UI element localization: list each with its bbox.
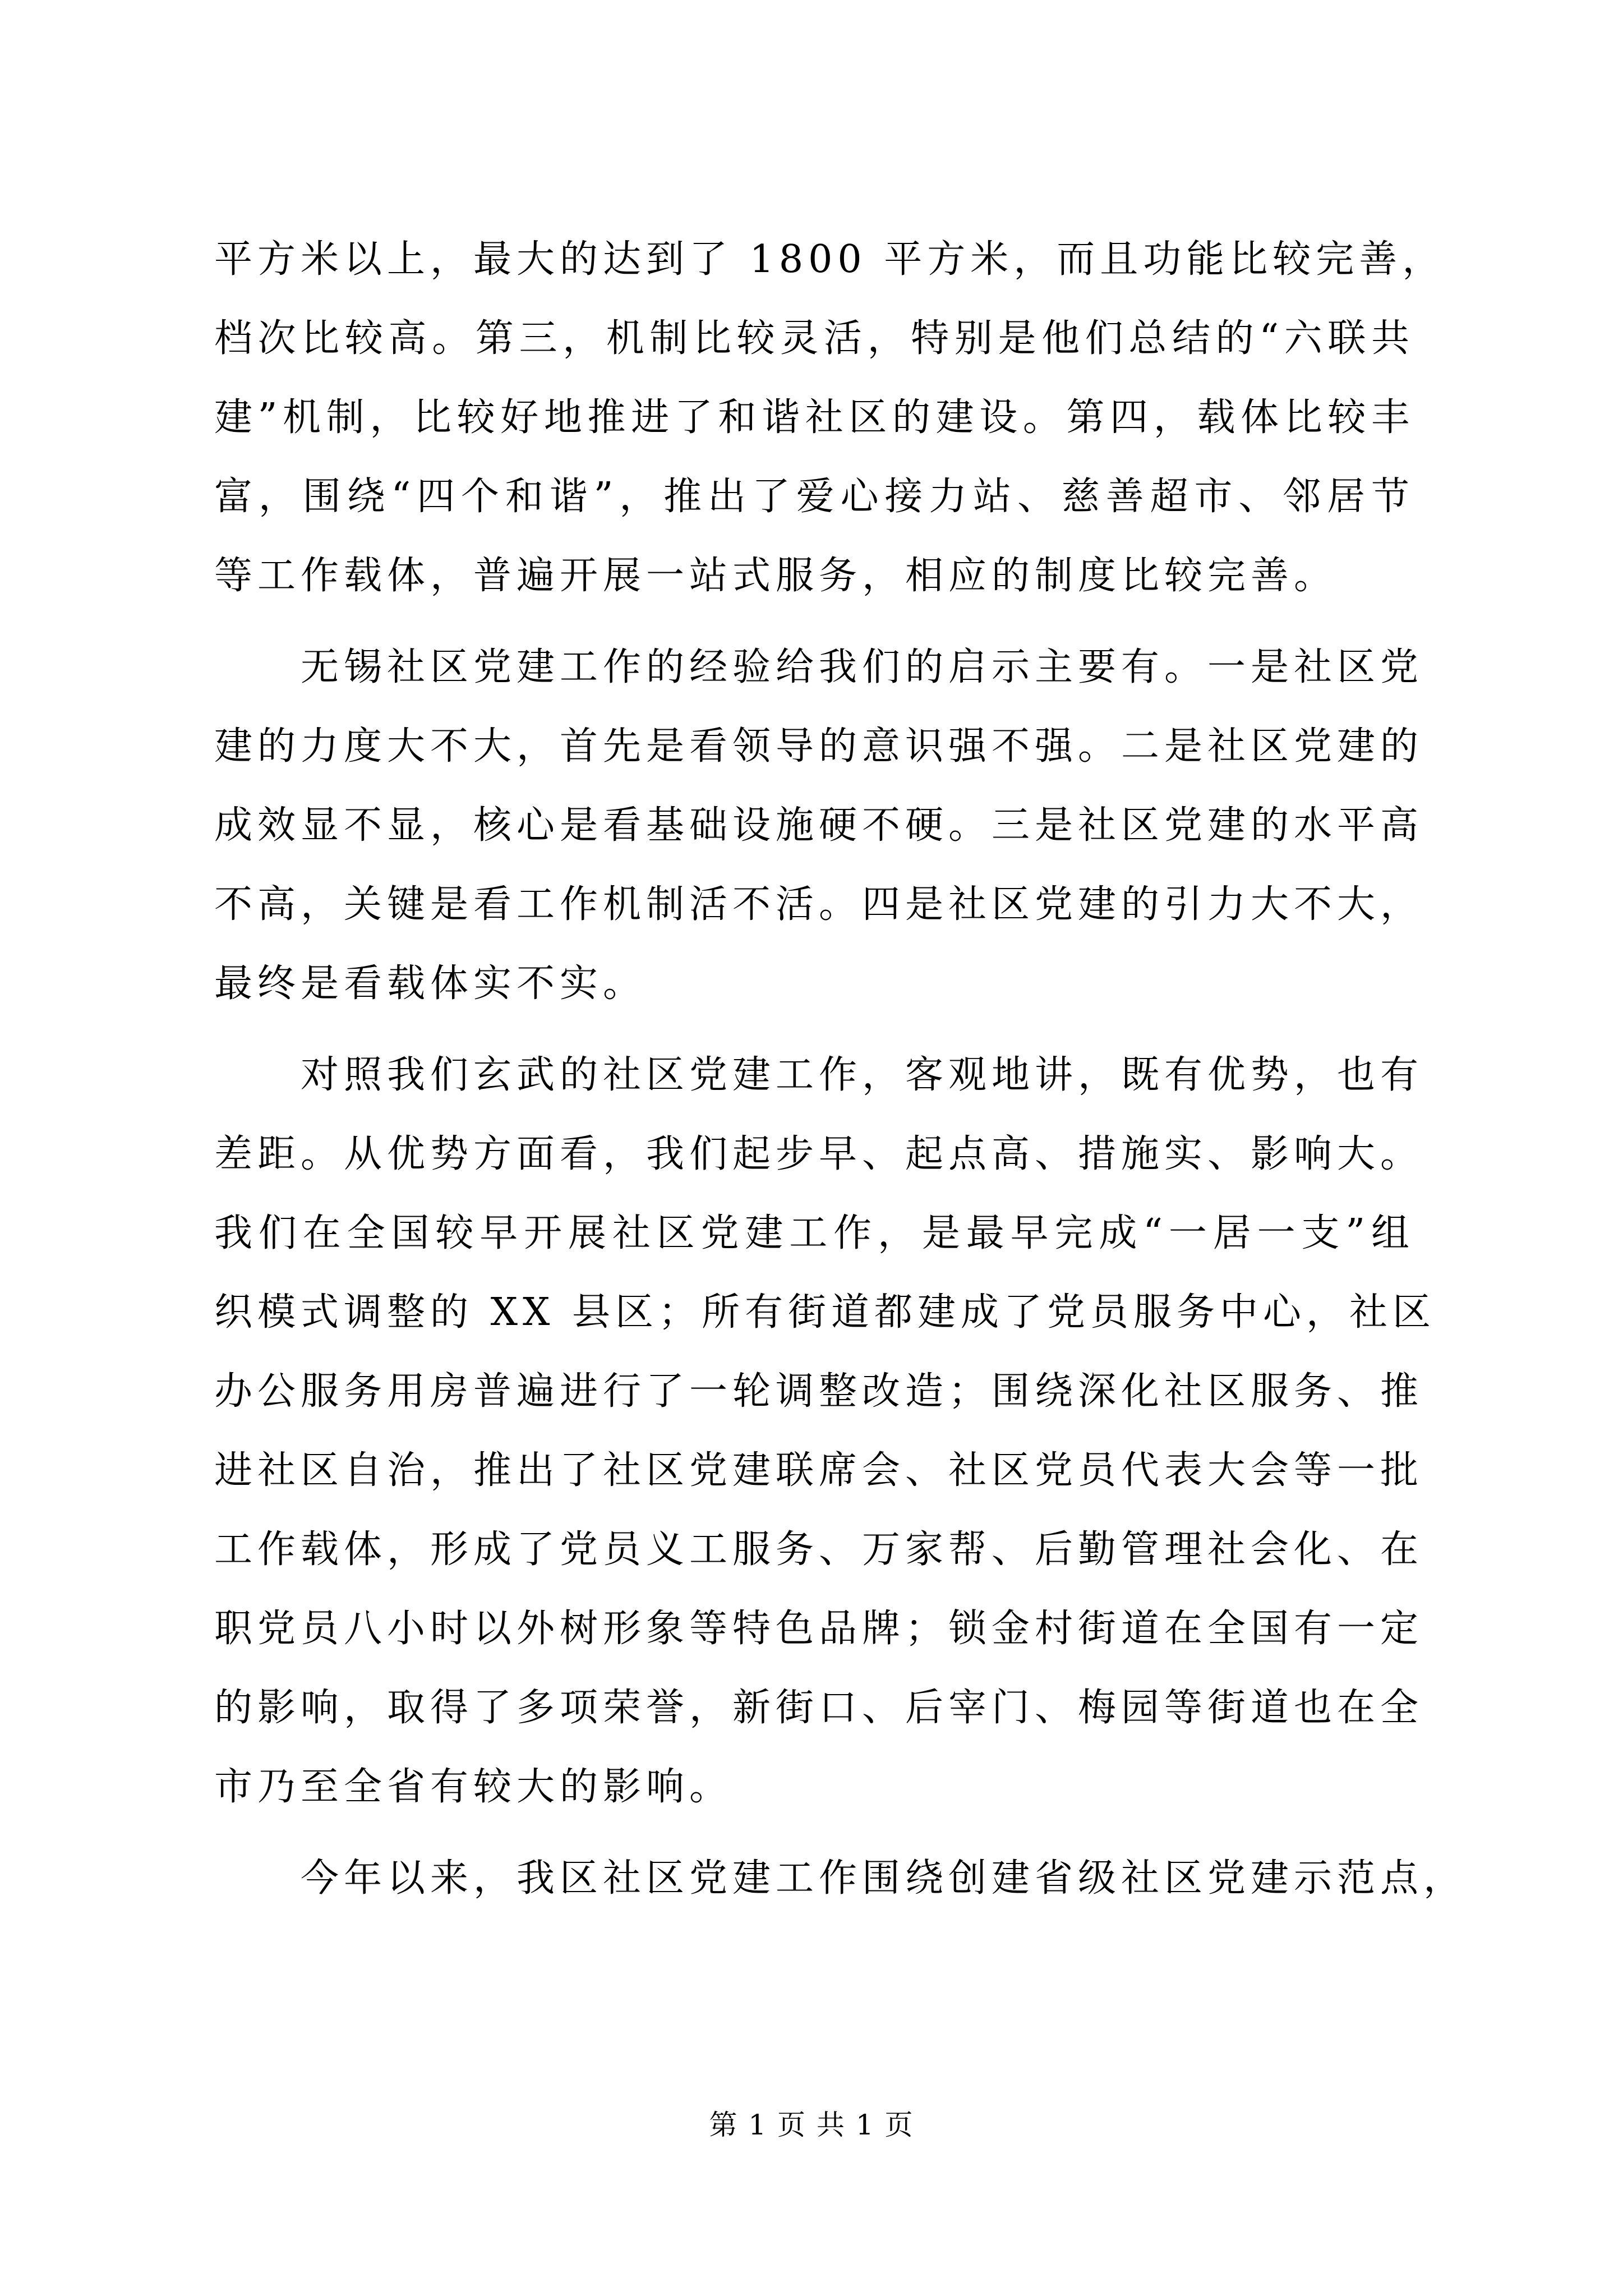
text-line: 对照我们玄武的社区党建工作，客观地讲，既有优势，也有 xyxy=(301,1053,1424,1097)
text-line: 平方米以上，最大的达到了 1800 平方米，而且功能比较完善， xyxy=(214,237,1446,282)
page-footer: 第 1 页 共 1 页 xyxy=(709,2109,914,2141)
paragraph-4 xyxy=(214,1839,1467,1918)
text-line: 的影响，取得了多项荣誉，新街口、后宰门、梅园等街道也在全 xyxy=(214,1686,1424,1730)
text-line: 最终是看载体实不实。 xyxy=(214,961,647,1006)
text-line: 档次比较高。第三，机制比较灵活，特别是他们总结的“六联共 xyxy=(214,316,1414,361)
text-line: 等工作载体，普遍开展一站式服务，相应的制度比较完善。 xyxy=(214,554,1338,598)
text-line: 职党员八小时以外树形象等特色品牌；锁金村街道在全国有一定 xyxy=(214,1607,1424,1651)
text-line: 市乃至全省有较大的影响。 xyxy=(214,1765,733,1809)
text-line: 建”机制，比较好地推进了和谐社区的建设。第四，载体比较丰 xyxy=(214,395,1414,440)
text-line: 富，围绕“四个和谐”，推出了爱心接力站、慈善超市、邻居节 xyxy=(214,475,1414,519)
text-line: 我们在全国较早开展社区党建工作，是最早完成“一居一支”组 xyxy=(214,1211,1414,1255)
text-line: 成效显不显，核心是看基础设施硬不硬。三是社区党建的水平高 xyxy=(214,803,1424,848)
text-line: 进社区自治，推出了社区党建联席会、社区党员代表大会等一批 xyxy=(214,1448,1424,1493)
text-line: 织模式调整的 XX 县区；所有街道都建成了党员服务中心，社区 xyxy=(214,1290,1436,1335)
text-line: 差距。从优势方面看，我们起步早、起点高、措施实、影响大。 xyxy=(214,1132,1424,1176)
paragraph-3 xyxy=(214,1036,1436,1826)
text-line: 工作载体，形成了党员义工服务、万家帮、后勤管理社会化、在 xyxy=(214,1527,1424,1572)
body-text xyxy=(214,220,1467,1918)
text-line: 办公服务用房普遍进行了一轮调整改造；围绕深化社区服务、推 xyxy=(214,1369,1424,1414)
text-line: 建的力度大不大，首先是看领导的意识强不强。二是社区党建的 xyxy=(214,724,1424,769)
paragraph-1 xyxy=(214,220,1446,615)
text-line: 今年以来，我区社区党建工作围绕创建省级社区党建示范点， xyxy=(301,1856,1467,1901)
text-line: 不高，关键是看工作机制活不活。四是社区党建的引力大不大， xyxy=(214,882,1424,927)
text-line: 无锡社区党建工作的经验给我们的启示主要有。一是社区党 xyxy=(301,645,1424,689)
paragraph-2 xyxy=(214,628,1424,1023)
